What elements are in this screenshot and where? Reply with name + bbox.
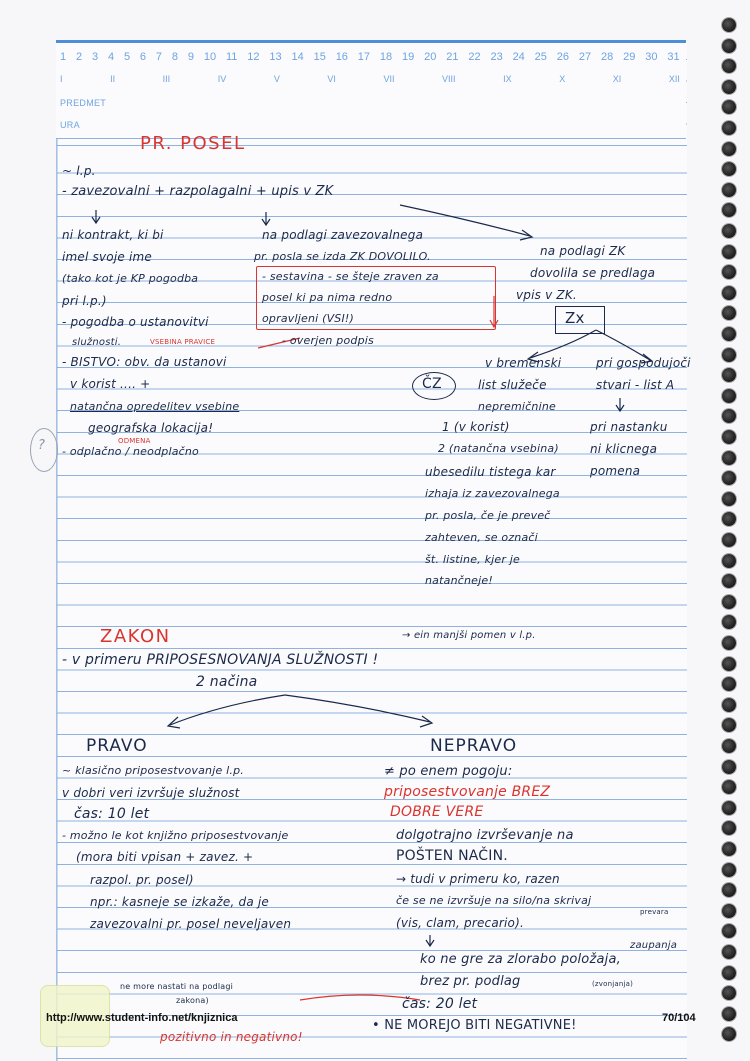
- title-pr-posel: PR. POSEL: [140, 133, 246, 154]
- note-p4: - možno le kot knjižno priposestvovanje: [62, 829, 289, 842]
- note-c9: zahteven, se označi: [425, 531, 538, 544]
- month-numeral: VI: [327, 74, 336, 84]
- note-left3: (tako kot je KP pogodba: [62, 272, 199, 285]
- spiral-ring: [722, 286, 736, 300]
- note-left4: pri l.p.): [62, 294, 107, 308]
- note-br1: • NE MOREJO BITI NEGATIVNE!: [372, 1018, 577, 1033]
- note-p1: ~ klasično priposestvovanje l.p.: [62, 764, 244, 777]
- note-n2: priposestvovanje BREZ: [384, 784, 551, 800]
- day-number: 18: [379, 51, 393, 63]
- note-r4: ni klicnega: [590, 442, 658, 456]
- spiral-ring: [722, 883, 736, 897]
- spiral-ring: [722, 430, 736, 444]
- spiral-ring: [722, 863, 736, 877]
- day-numbers: [60, 51, 680, 63]
- note-box2: posel ki pa nima redno: [262, 291, 393, 304]
- note-c4: 1 (v korist): [442, 420, 510, 434]
- spiral-ring: [722, 162, 736, 176]
- footer-url[interactable]: http://www.student-info.net/knjiznica: [46, 1012, 238, 1024]
- spiral-ring: [722, 245, 736, 259]
- day-number: 10: [203, 51, 217, 63]
- predmet-label: PREDMET: [60, 98, 107, 108]
- footer-page-number: 70/104: [662, 1012, 696, 1024]
- month-numeral: V: [273, 74, 280, 84]
- spiral-ring: [722, 142, 736, 156]
- note-geo: geografska lokacija!: [88, 421, 214, 435]
- day-number: 30: [645, 51, 658, 63]
- spiral-ring: [722, 554, 736, 568]
- note-p6: razpol. pr. posel): [90, 873, 194, 887]
- note-bl2: zakona): [176, 996, 209, 1005]
- note-r3: pri nastanku: [590, 420, 668, 434]
- note-n9: ko ne gre za zlorabo položaja,: [420, 952, 621, 967]
- note-box1: - sestavina - se šteje zraven za: [262, 270, 439, 283]
- note-c10: št. listine, kjer je: [425, 553, 521, 566]
- note-lp: ~ l.p.: [62, 164, 96, 178]
- day-number: 1: [60, 51, 67, 63]
- note-bl1: ne more nastati na podlagi: [120, 982, 234, 991]
- note-mid2: pr. posla se izda ZK DOVOLILO.: [254, 250, 431, 263]
- month-numeral: IX: [503, 74, 512, 84]
- note-bl3: pozitivno in negativno!: [160, 1030, 303, 1044]
- spiral-ring: [722, 780, 736, 794]
- spiral-ring: [722, 451, 736, 465]
- day-number: 5: [123, 51, 131, 63]
- note-korist: v korist .... +: [70, 377, 151, 391]
- day-number: 21: [446, 51, 459, 63]
- day-number: 6: [139, 51, 147, 63]
- spiral-ring: [722, 492, 736, 506]
- note-n11: čas: 20 let: [402, 996, 478, 1012]
- month-numeral: II: [110, 74, 116, 84]
- spiral-ring: [722, 224, 736, 238]
- day-number: 14: [291, 51, 304, 63]
- note-vsebina: VSEBINA PRAVICE: [150, 338, 216, 346]
- spiral-ring: [722, 924, 736, 938]
- spiral-ring: [722, 657, 736, 671]
- day-number: 29: [623, 51, 636, 63]
- spiral-ring: [722, 409, 736, 423]
- day-number: 24: [512, 51, 525, 63]
- note-c1: v bremenski: [485, 356, 562, 370]
- day-number: 8: [171, 51, 179, 63]
- calendar-header: [56, 40, 686, 97]
- spiral-ring: [722, 615, 736, 629]
- month-numeral: III: [162, 74, 171, 84]
- day-number: 2: [75, 51, 83, 63]
- day-number: 12: [247, 51, 260, 63]
- note-c7: izhaja iz zavezovalnega: [425, 487, 560, 500]
- month-numeral: XII: [668, 74, 680, 84]
- spiral-ring: [722, 18, 736, 32]
- day-number: 7: [155, 51, 163, 63]
- spiral-ring: [722, 471, 736, 485]
- month-numeral: X: [559, 74, 566, 84]
- spiral-ring: [722, 80, 736, 94]
- note-odmena: ODMENA: [118, 437, 151, 445]
- month-numeral: VII: [383, 74, 395, 84]
- note-c5: 2 (natančna vsebina): [438, 442, 559, 455]
- month-numeral: XI: [612, 74, 622, 84]
- note-n1: ≠ po enem pogoju:: [384, 764, 513, 779]
- note-left1: ni kontrakt, ki bi: [62, 228, 164, 242]
- spiral-binding: [712, 18, 742, 1048]
- day-number: 22: [468, 51, 481, 63]
- spiral-ring: [722, 739, 736, 753]
- note-zx: Zx: [565, 309, 585, 327]
- heading-pravo: PRAVO: [86, 736, 148, 756]
- spiral-ring: [722, 801, 736, 815]
- note-p7: npr.: kasneje se izkaže, da je: [90, 895, 269, 909]
- day-number: 20: [424, 51, 437, 63]
- note-left5: - pogodba o ustanovitvi: [62, 315, 209, 329]
- note-odplacno: - odplačno / neodplačno: [62, 445, 199, 458]
- spiral-ring: [722, 348, 736, 362]
- note-mid4: - overjen podpis: [282, 334, 374, 347]
- note-n6: → tudi v primeru ko, razen: [396, 872, 560, 886]
- heading-nepravo: NEPRAVO: [430, 736, 518, 756]
- day-number: 19: [402, 51, 415, 63]
- note-left6: služnosti.: [72, 337, 122, 348]
- note-n3: DOBRE VERE: [390, 804, 484, 820]
- note-n10: brez pr. podlag: [420, 974, 521, 989]
- spiral-ring: [722, 39, 736, 53]
- spiral-ring: [722, 760, 736, 774]
- note-p3: čas: 10 let: [74, 806, 150, 822]
- spiral-ring: [722, 389, 736, 403]
- spiral-ring: [722, 574, 736, 588]
- day-number: 13: [269, 51, 282, 63]
- note-bistvo: - BISTVO: obv. da ustanovi: [62, 355, 227, 369]
- spiral-ring: [722, 183, 736, 197]
- spiral-ring: [722, 203, 736, 217]
- day-number: 23: [490, 51, 503, 63]
- spiral-ring: [722, 945, 736, 959]
- month-numeral: I: [60, 74, 63, 84]
- predmet-row: [56, 94, 686, 117]
- day-number: 28: [601, 51, 614, 63]
- day-number: 3: [91, 51, 99, 63]
- spiral-ring: [722, 533, 736, 547]
- note-box3: opravljeni (VSI!): [262, 312, 355, 325]
- day-number: 17: [357, 51, 371, 63]
- day-number: 11: [225, 51, 238, 63]
- note-r2: stvari - list A: [596, 378, 675, 392]
- note-n5: POŠTEN NAČIN.: [396, 848, 508, 864]
- day-number: 4: [107, 51, 115, 63]
- spiral-ring: [722, 842, 736, 856]
- day-number: 27: [578, 51, 592, 63]
- note-p2: v dobri veri izvršuje služnost: [62, 786, 240, 800]
- note-right1: na podlagi ZK: [540, 244, 626, 258]
- note-r5: pomena: [590, 464, 641, 478]
- note-nacina: 2 načina: [196, 674, 258, 690]
- spiral-ring: [722, 265, 736, 279]
- note-right2: dovolila se predlaga: [530, 266, 656, 280]
- spiral-ring: [722, 677, 736, 691]
- spiral-ring: [722, 966, 736, 980]
- spiral-ring: [722, 595, 736, 609]
- title-zakon: ZAKON: [100, 626, 171, 647]
- ura-label: URA: [60, 120, 80, 130]
- spiral-ring: [722, 986, 736, 1000]
- spiral-ring: [722, 512, 736, 526]
- note-right3: vpis v ZK.: [516, 288, 577, 302]
- note-mid1: na podlagi zavezovalnega: [262, 228, 424, 242]
- month-numeral: IV: [217, 74, 227, 84]
- note-c3: nepremičnine: [478, 400, 556, 413]
- day-number: 16: [335, 51, 348, 63]
- spiral-ring: [722, 121, 736, 135]
- note-zakon-note: → ein manjši pomen v l.p.: [402, 630, 536, 641]
- day-number: 9: [187, 51, 194, 63]
- note-c6: ubesedilu tistega kar: [425, 465, 556, 479]
- note-c8: pr. posla, če je preveč: [425, 509, 551, 522]
- note-n9b: zaupanja: [630, 940, 678, 951]
- day-number: 31: [667, 51, 680, 63]
- spiral-ring: [722, 1007, 736, 1021]
- margin-line: [56, 94, 58, 1061]
- spiral-ring: [722, 904, 736, 918]
- note-left2: imel svoje ime: [62, 250, 152, 264]
- note-cz: ČZ: [422, 376, 442, 392]
- note-n8b: prevara: [640, 908, 669, 916]
- note-zakon1: - v primeru PRIPOSESNOVANJA SLUŽNOSTI !: [62, 652, 379, 668]
- month-numerals: [60, 74, 680, 84]
- note-n7: če se ne izvršuje na silo/na skrivaj: [396, 894, 592, 907]
- note-natancna: natančna opredelitev vsebine: [70, 400, 240, 413]
- note-c2: list služeče: [478, 378, 547, 392]
- note-r1: pri gospodujoči: [596, 356, 691, 370]
- day-number: 15: [313, 51, 326, 63]
- spiral-ring: [722, 100, 736, 114]
- spiral-ring: [722, 368, 736, 382]
- note-n10b: (zvonjanja): [592, 980, 634, 988]
- note-n4: dolgotrajno izvrševanje na: [396, 828, 574, 843]
- spiral-ring: [722, 636, 736, 650]
- spiral-ring: [722, 1027, 736, 1041]
- note-n8: (vis, clam, precario).: [396, 916, 524, 930]
- note-question: ?: [38, 438, 46, 453]
- spiral-ring: [722, 821, 736, 835]
- note-line1: - zavezovalni + razpolagalni + upis v ZK: [62, 184, 334, 199]
- day-number: 25: [534, 51, 547, 63]
- spiral-ring: [722, 306, 736, 320]
- day-number: 26: [556, 51, 570, 63]
- spiral-ring: [722, 718, 736, 732]
- note-p8: zavezovalni pr. posel neveljaven: [90, 917, 292, 931]
- spiral-ring: [722, 327, 736, 341]
- month-numeral: VIII: [442, 74, 456, 84]
- spiral-ring: [722, 59, 736, 73]
- spiral-ring: [722, 698, 736, 712]
- note-c11: natančneje!: [425, 574, 493, 587]
- note-p5: (mora biti vpisan + zavez. +: [76, 850, 254, 864]
